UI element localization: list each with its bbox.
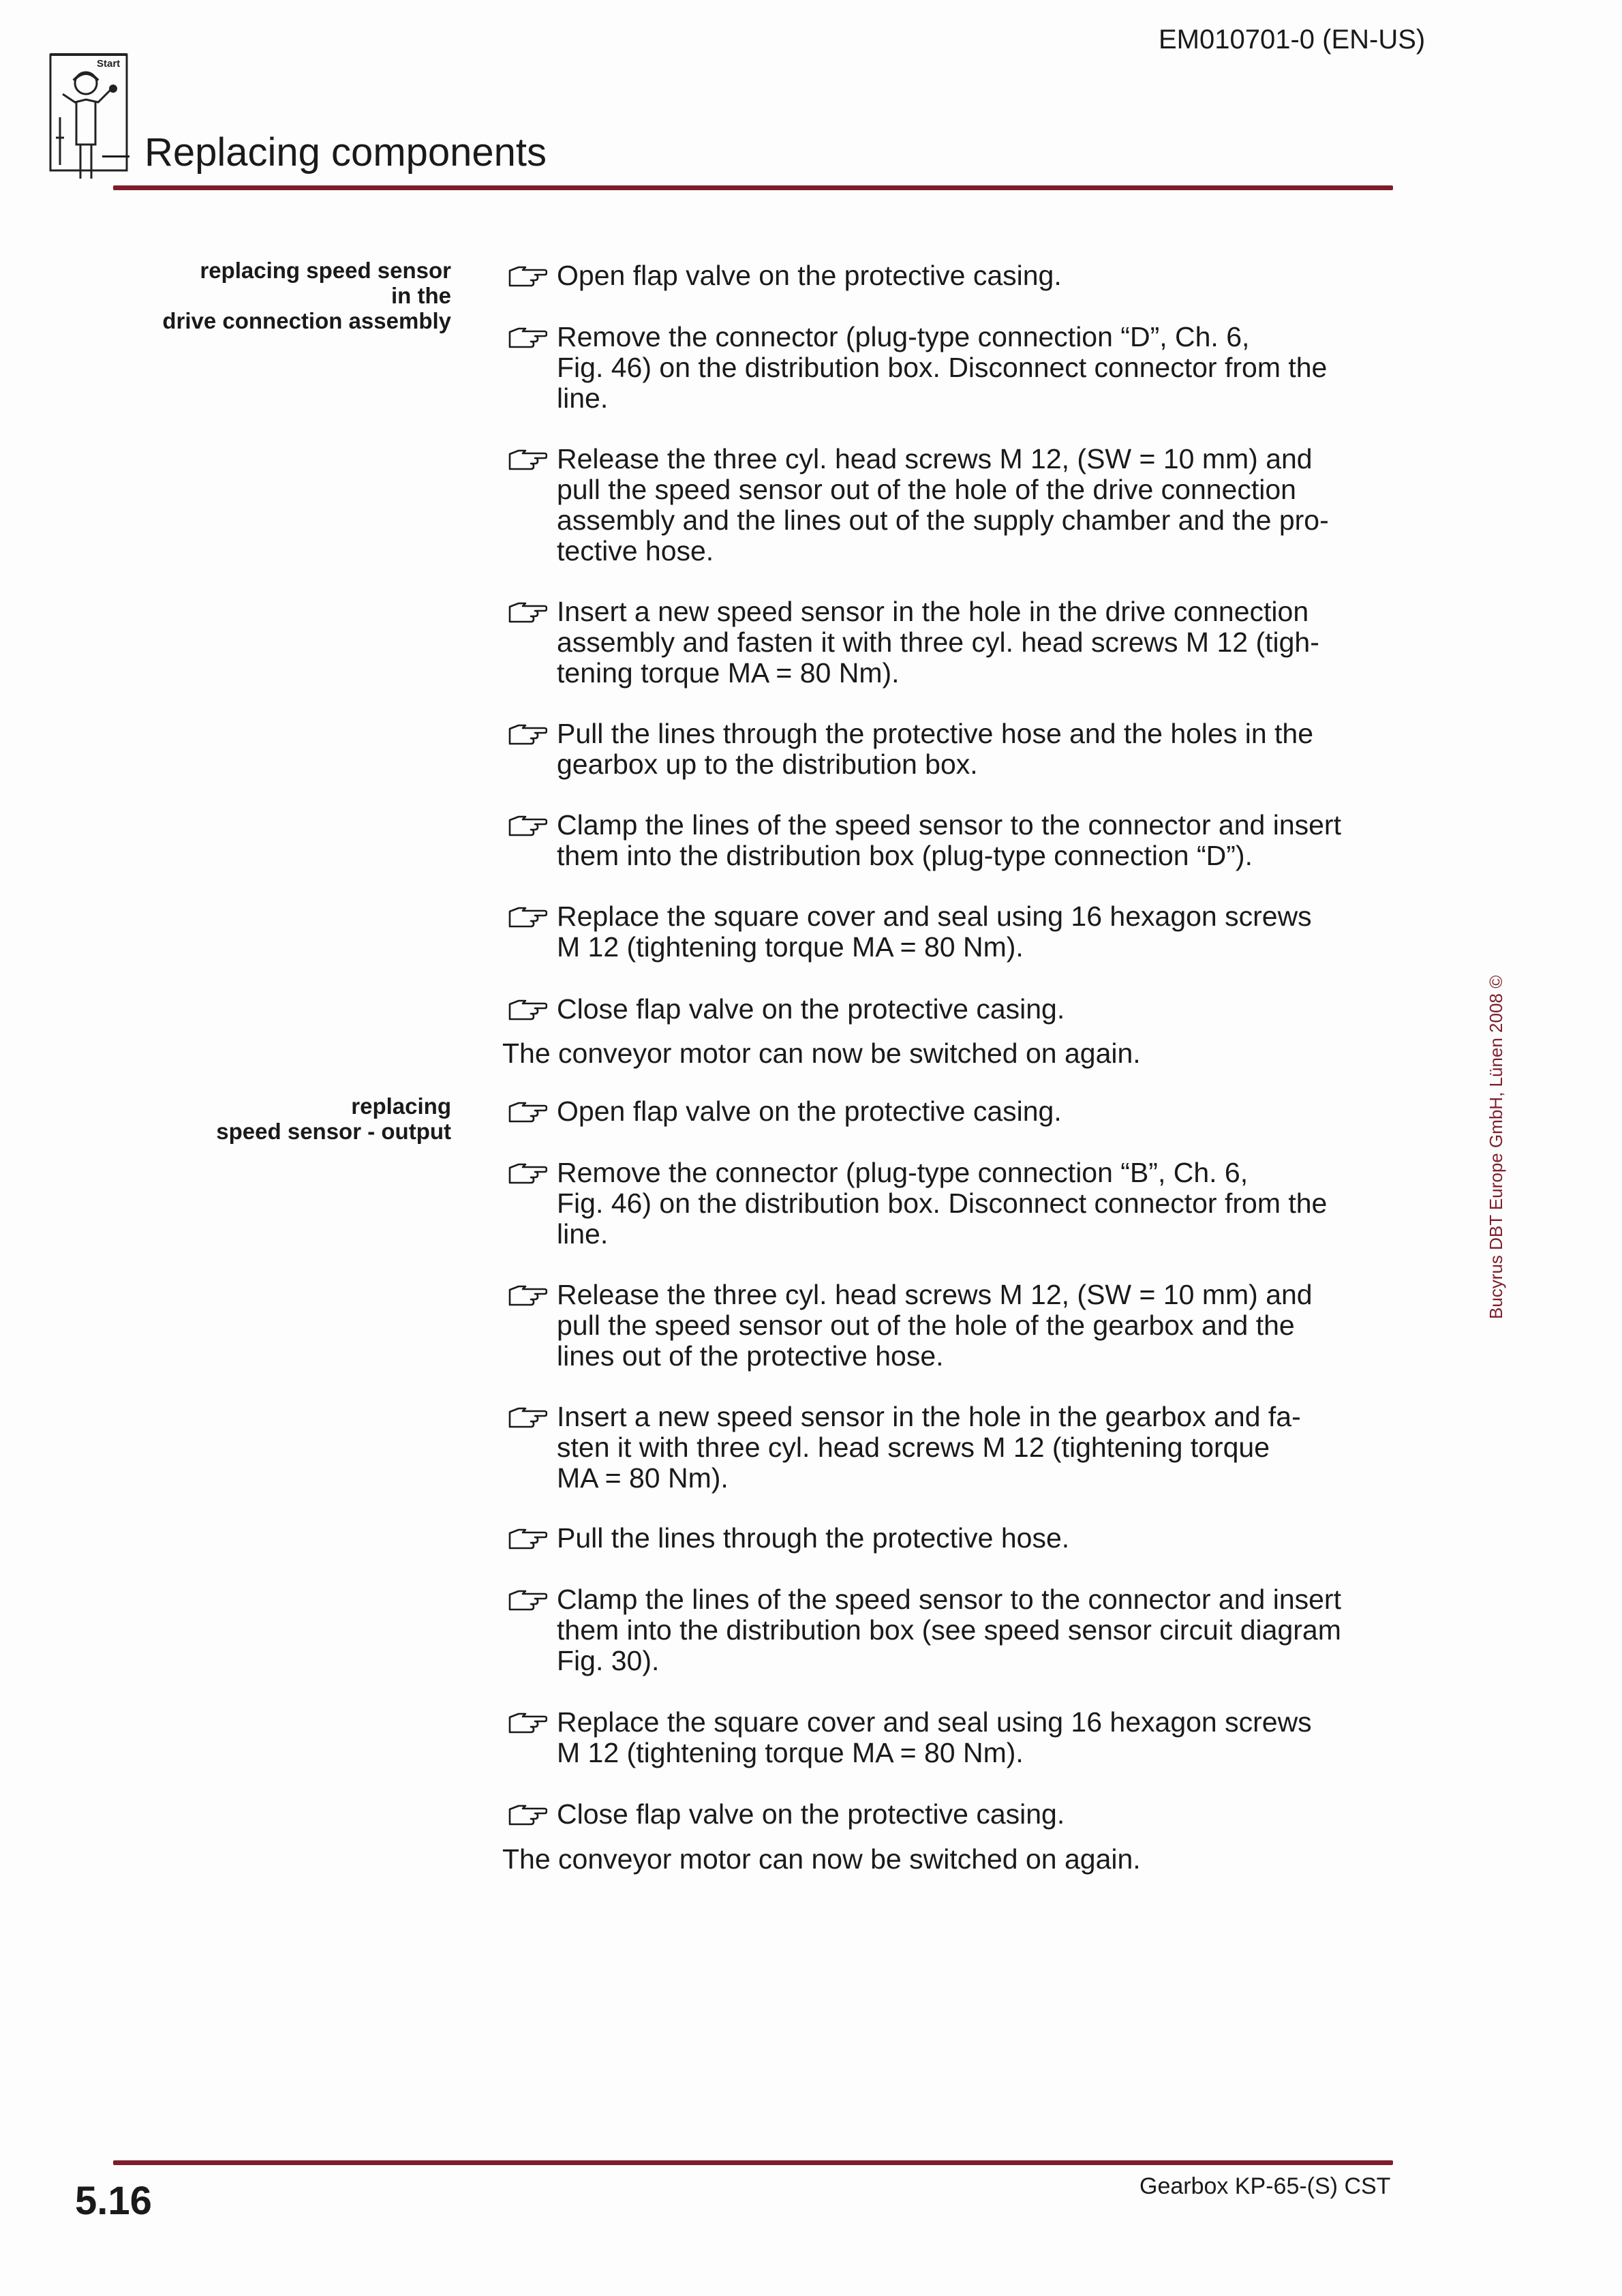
pointing-hand-icon: [508, 602, 547, 624]
step-text: Replace the square cover and seal using 16 hexagon screws M 12 (tightening torque MA = 80 Nm).: [557, 1706, 1312, 1768]
instruction-step: [508, 1799, 1394, 1830]
step-text: Release the three cyl. head screws M 12, (SW = 10 mm) and pull the speed sensor out of the hole of the gearbox and the lines out of the protective hose.: [557, 1279, 1313, 1372]
instruction-step: [508, 444, 1394, 567]
step-text: Release the three cyl. head screws M 12, (SW = 10 mm) and pull the speed sensor out of the hole of the drive connection assembly and the lines out of the supply chamber and the pro- tective hose.: [557, 443, 1329, 567]
section-note: The conveyor motor can now be switched on again.: [502, 1843, 1141, 1875]
copyright-notice: Bucyrus DBT Europe GmbH, Lünen 2008 ©: [1486, 975, 1506, 1319]
instruction-step: [508, 1707, 1394, 1768]
instruction-step: [508, 1584, 1394, 1676]
step-text: Close flap valve on the protective casing.: [557, 1798, 1065, 1830]
instruction-step: [508, 810, 1394, 871]
footer-rule: [113, 2160, 1393, 2165]
header-rule: [113, 185, 1393, 190]
step-text: Clamp the lines of the speed sensor to the connector and insert them into the distribution box (plug-type connection “D”).: [557, 809, 1341, 871]
document-code: EM010701-0 (EN-US): [1159, 25, 1426, 55]
pointing-hand-icon: [508, 1407, 547, 1429]
section-label-line: in the: [391, 283, 451, 308]
section-label-output: [216, 1093, 451, 1144]
pointing-hand-icon: [508, 907, 547, 928]
instruction-step: [508, 994, 1394, 1025]
step-text: Remove the connector (plug-type connection “B”, Ch. 6, Fig. 46) on the distribution box. Disconnect connector from the line.: [557, 1157, 1328, 1250]
pointing-hand-icon: [508, 1285, 547, 1307]
step-text: Close flap valve on the protective casing.: [557, 993, 1065, 1025]
step-text: Replace the square cover and seal using 16 hexagon screws M 12 (tightening torque MA = 80 Nm).: [557, 901, 1312, 963]
pointing-hand-icon: [508, 1804, 547, 1826]
page-number: 5.16: [75, 2179, 152, 2223]
pointing-hand-icon: [508, 266, 547, 288]
instruction-step: [508, 260, 1394, 291]
section-label-drive-connection: [162, 258, 451, 333]
instruction-step: [508, 1523, 1394, 1554]
instruction-step: [508, 1096, 1394, 1127]
section-label-line: drive connection assembly: [162, 308, 451, 333]
section-note: The conveyor motor can now be switched on again.: [502, 1038, 1141, 1069]
mechanic-start-icon: [46, 49, 135, 185]
pointing-hand-icon: [508, 1102, 547, 1123]
pointing-hand-icon: [508, 724, 547, 746]
pointing-hand-icon: [508, 815, 547, 837]
step-text: Pull the lines through the protective hose and the holes in the gearbox up to the distribution box.: [557, 718, 1314, 780]
pointing-hand-icon: [508, 1590, 547, 1612]
instruction-step: [508, 1402, 1394, 1494]
instruction-step: [508, 719, 1394, 780]
instruction-step: [508, 322, 1394, 414]
page-title: Replacing components: [144, 130, 547, 175]
step-text: Clamp the lines of the speed sensor to the connector and insert them into the distribution box (see speed sensor circuit diagram Fig. 30).: [557, 1584, 1341, 1676]
instruction-step: [508, 596, 1394, 689]
section-label-line: replacing: [351, 1093, 451, 1119]
section-label-line: speed sensor - output: [216, 1119, 451, 1144]
step-text: Insert a new speed sensor in the hole in the gearbox and fa- sten it with three cyl. head screws M 12 (tightening torque MA = 80 Nm).: [557, 1401, 1301, 1494]
step-text: Insert a new speed sensor in the hole in the drive connection assembly and fasten it with three cyl. head screws M 12 (tigh- tening torque MA = 80 Nm).: [557, 596, 1319, 689]
pointing-hand-icon: [508, 999, 547, 1021]
step-text: Open flap valve on the protective casing.: [557, 1096, 1062, 1127]
footer-document-title: Gearbox KP-65-(S) CST: [1139, 2173, 1391, 2199]
logo-text: Start: [97, 58, 121, 70]
pointing-hand-icon: [508, 449, 547, 471]
title-dash: [102, 155, 129, 157]
pointing-hand-icon: [508, 327, 547, 349]
pointing-hand-icon: [508, 1163, 547, 1185]
instruction-step: [508, 901, 1394, 963]
section-label-line: replacing speed sensor: [200, 258, 451, 283]
step-text: Remove the connector (plug-type connection “D”, Ch. 6, Fig. 46) on the distribution box. Disconnect connector from the line.: [557, 321, 1328, 414]
pointing-hand-icon: [508, 1712, 547, 1734]
instruction-step: [508, 1158, 1394, 1250]
instruction-step: [508, 1280, 1394, 1372]
step-text: Pull the lines through the protective hose.: [557, 1522, 1070, 1554]
pointing-hand-icon: [508, 1528, 547, 1550]
step-text: Open flap valve on the protective casing.: [557, 260, 1062, 291]
